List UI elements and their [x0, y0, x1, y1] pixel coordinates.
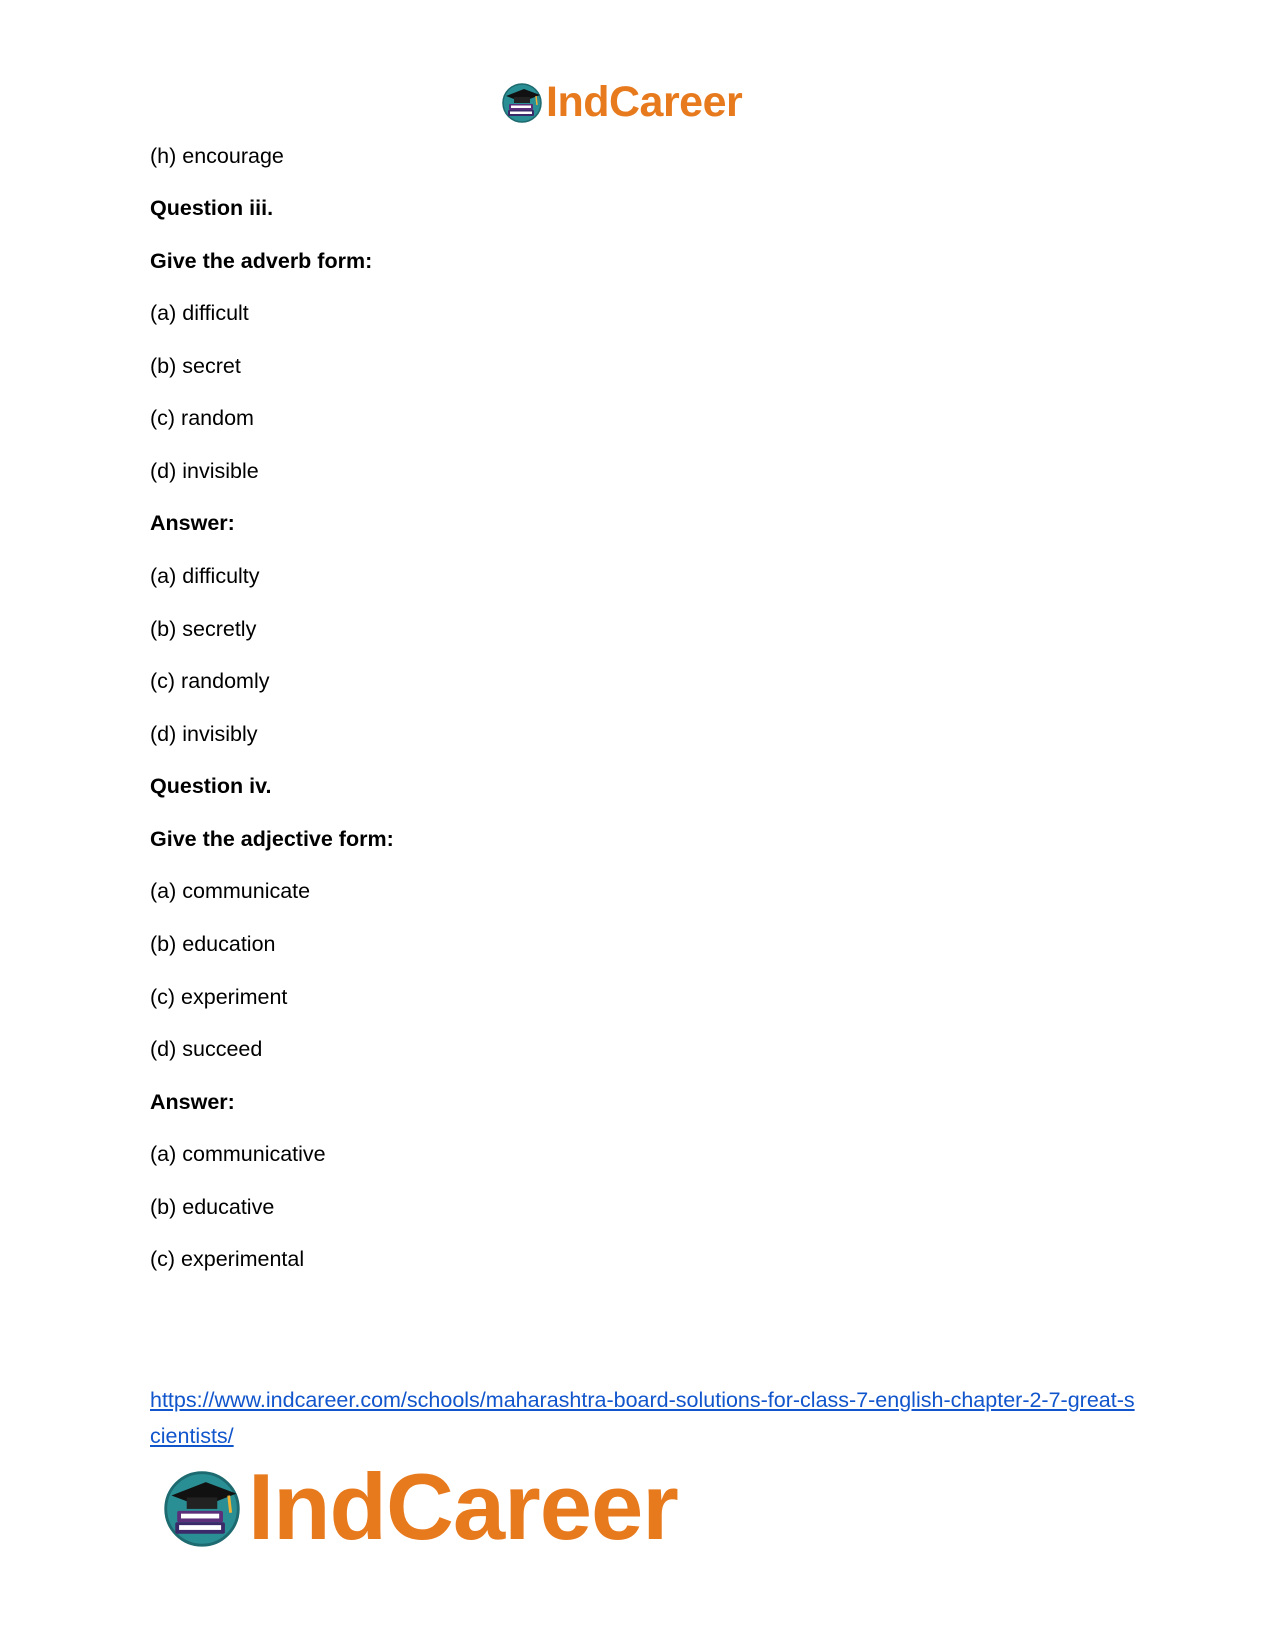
answer-item: (c) randomly: [150, 669, 270, 693]
footer-logo: [160, 1454, 678, 1559]
header-logo-text: IndCareer: [546, 78, 743, 126]
answer-item: (d) invisibly: [150, 722, 258, 746]
instruction-heading: Give the adjective form:: [150, 827, 394, 851]
question-item: (d) succeed: [150, 1037, 263, 1061]
question-item: (c) random: [150, 406, 254, 430]
section-heading: Question iii.: [150, 196, 274, 220]
answer-item: (b) educative: [150, 1195, 275, 1219]
question-item: (d) invisible: [150, 459, 259, 483]
section-heading: Question iv.: [150, 774, 272, 798]
document-line: (h) encourage: [150, 144, 284, 168]
answer-heading: Answer:: [150, 511, 235, 535]
graduation-book-icon: [160, 1465, 244, 1549]
header-logo: [500, 78, 742, 126]
footer-logo-text: IndCareer: [248, 1454, 678, 1559]
answer-item: (a) communicative: [150, 1142, 326, 1166]
answer-item: (b) secretly: [150, 617, 257, 641]
question-item: (c) experiment: [150, 985, 288, 1009]
source-url-link[interactable]: https://www.indcareer.com/schools/maharashtra-board-solutions-for-class-7-english-chapter-2-7-great-scientists/: [150, 1388, 1135, 1448]
answer-item: (a) difficulty: [150, 564, 260, 588]
question-item: (a) difficult: [150, 301, 249, 325]
question-item: (a) communicate: [150, 879, 311, 903]
answer-item: (c) experimental: [150, 1247, 305, 1271]
graduation-book-icon: [500, 80, 544, 124]
question-item: (b) secret: [150, 354, 241, 378]
instruction-heading: Give the adverb form:: [150, 249, 373, 273]
answer-heading: Answer:: [150, 1090, 235, 1114]
question-item: (b) education: [150, 932, 276, 956]
